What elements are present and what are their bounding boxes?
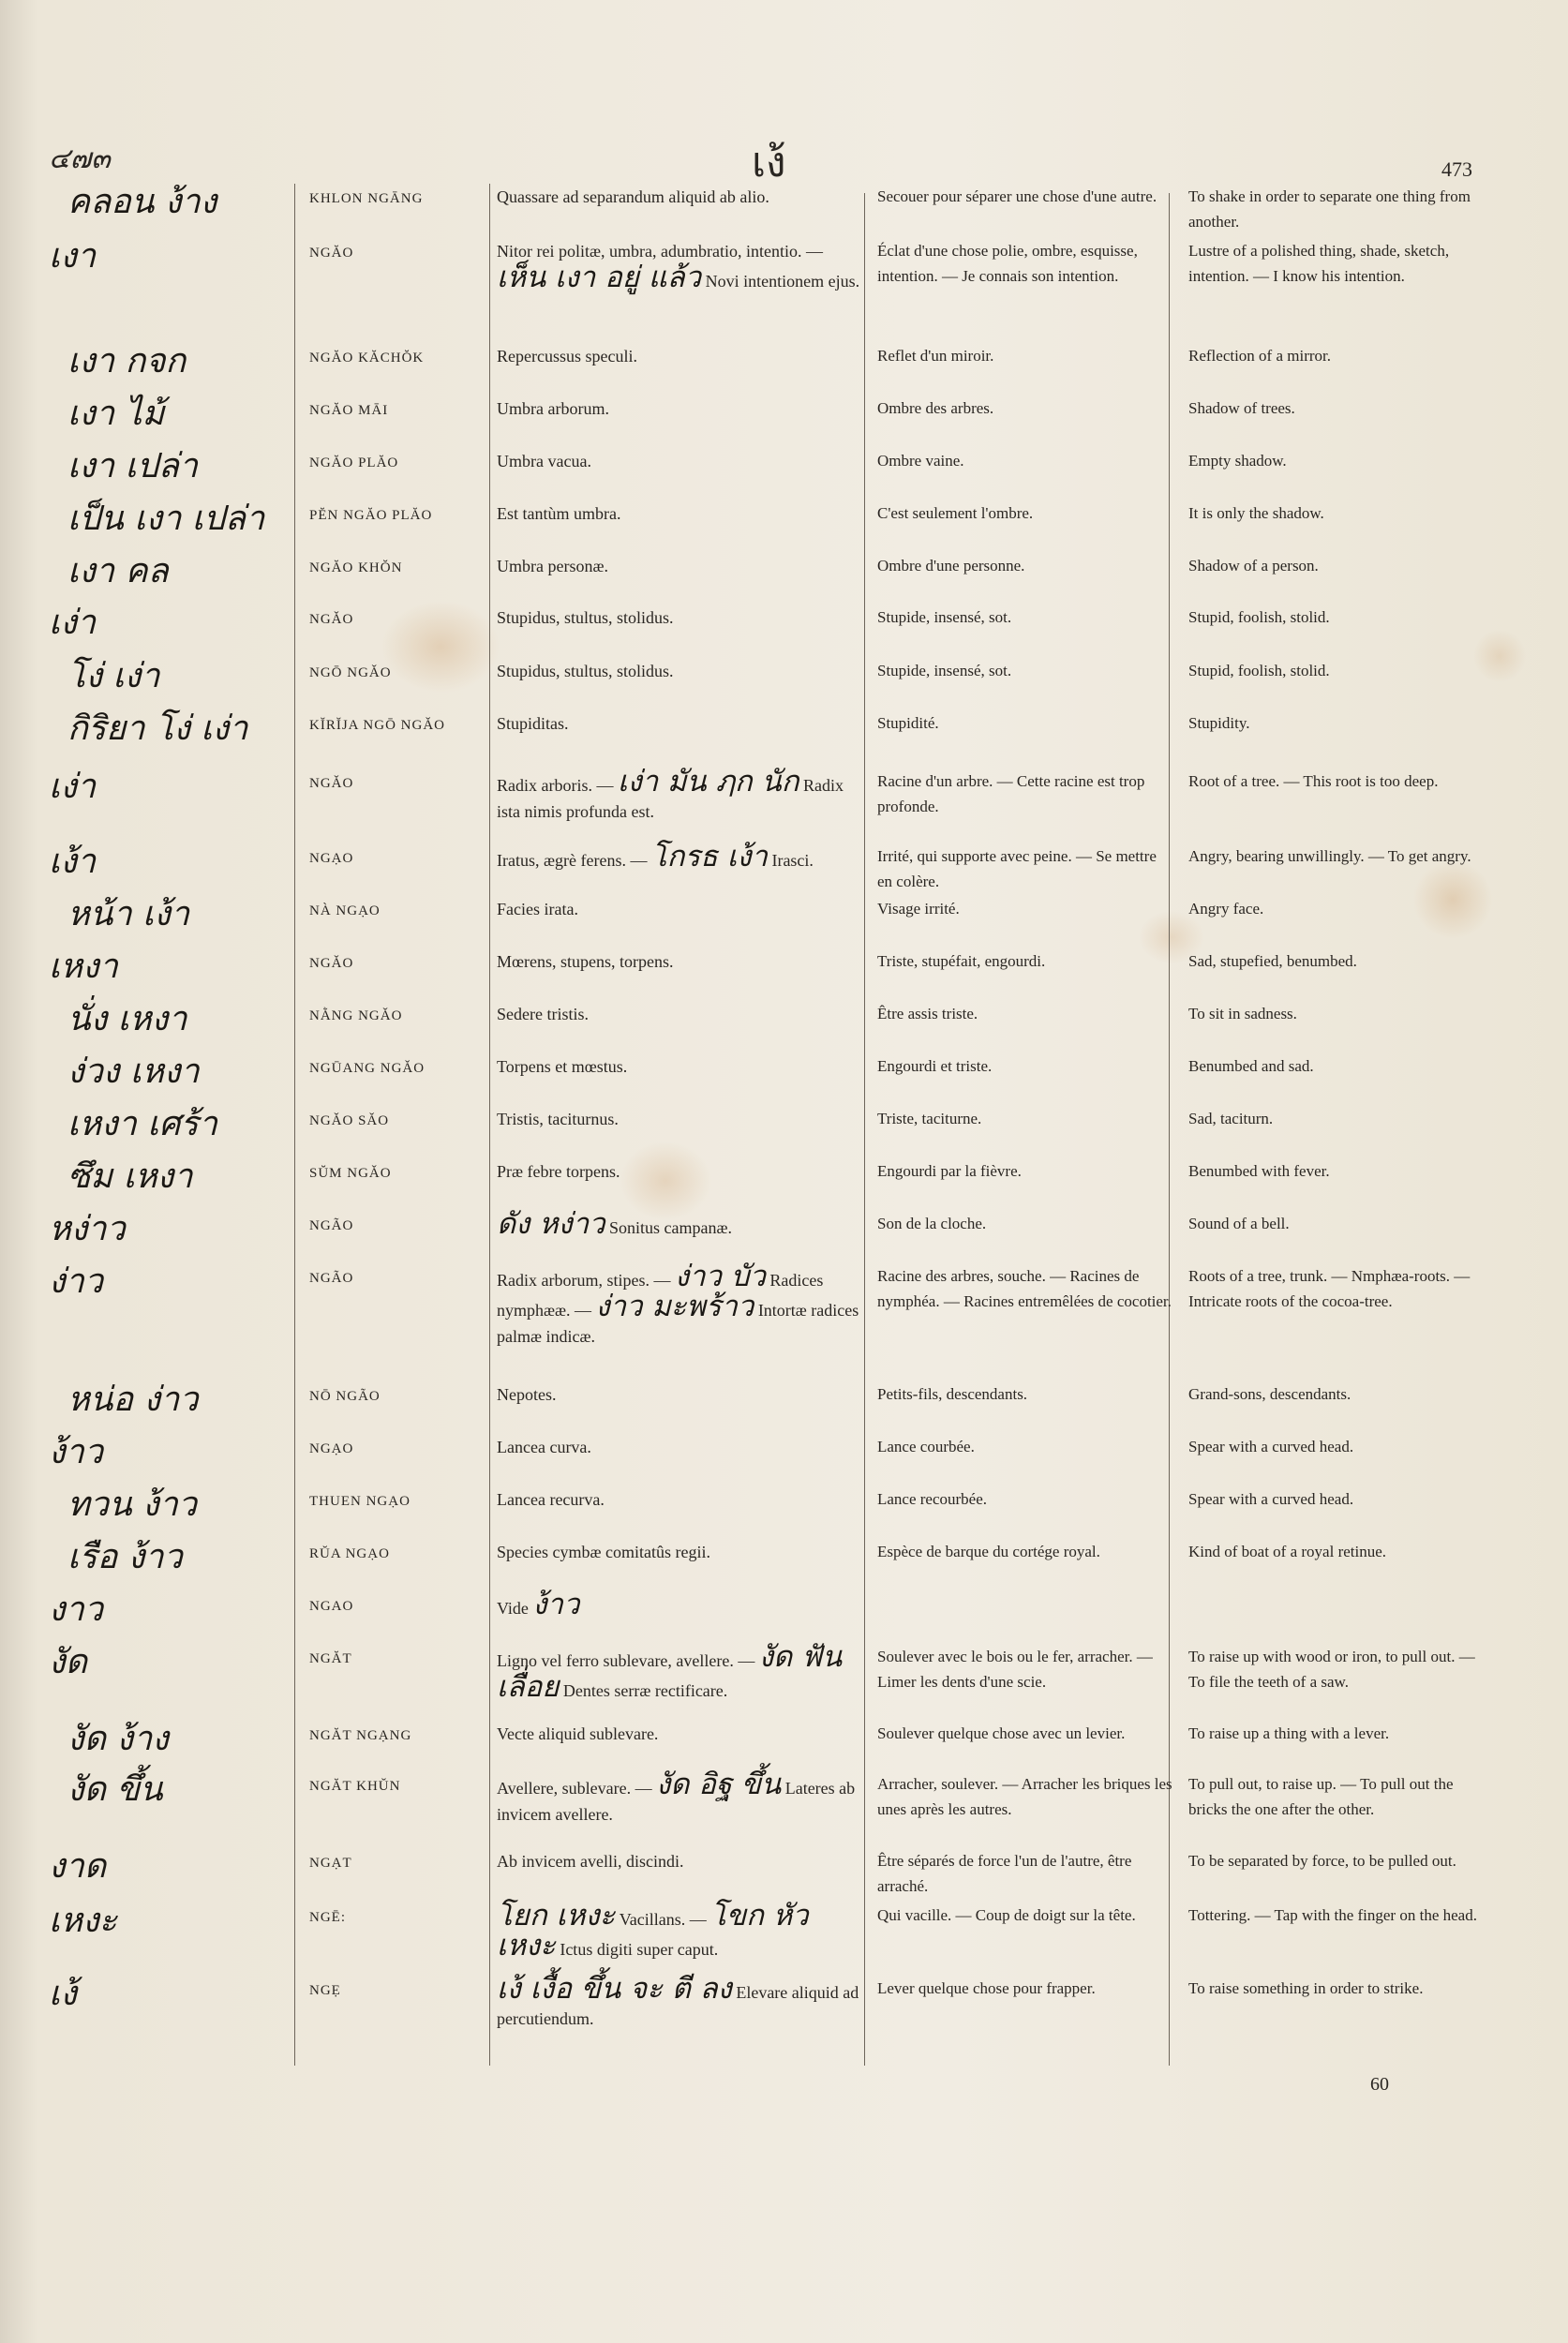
entry-romanization: NGÃO [309, 1271, 354, 1286]
entry-english: Tottering. — Tap with the finger on the head. [1188, 1906, 1477, 1924]
entry-english: It is only the shadow. [1188, 504, 1324, 522]
latin-text-segment: Iratus, ægrè ferens. — [497, 851, 651, 870]
entry-romanization: NÀ NGẠO [309, 903, 381, 918]
entry-romanization: NGĂO KĂCHŎK [309, 351, 425, 366]
entry-french: Engourdi par la fièvre. [877, 1162, 1022, 1180]
latin-text-segment: Ligno vel ferro sublevare, avellere. — [497, 1651, 759, 1670]
entry-latin [497, 238, 862, 294]
column-divider-2 [489, 184, 490, 2066]
entry-thai-headword: เรือ ง้าว [67, 1538, 183, 1576]
column-divider-3 [864, 193, 865, 2066]
entry-english: Sad, stupefied, benumbed. [1188, 952, 1357, 970]
entry-romanization: KĬRĬJA NGŌ NGǍO [309, 718, 445, 733]
entry-french: Être séparés de force l'un de l'autre, être arraché. [877, 1852, 1132, 1895]
latin-thai-example: ง่าว บัว [674, 1260, 766, 1293]
entry-romanization: NGẠO [309, 1441, 354, 1456]
entry-romanization: NGĂT KHŬN [309, 1779, 401, 1794]
entry-french: Triste, taciturne. [877, 1110, 982, 1127]
entry-latin: Tristis, taciturnus. [497, 1110, 619, 1128]
latin-thai-example: โยก เหงะ [497, 1899, 616, 1933]
entry-latin: Quassare ad separandum aliquid ab alio. [497, 187, 769, 206]
entry-thai-headword: เป็น เงา เปล่า [67, 500, 265, 538]
entry-french: Ombre vaine. [877, 452, 964, 470]
latin-thai-example: โขก หัว เหงะ [497, 1899, 809, 1962]
entry-latin: Stupiditas. [497, 714, 569, 733]
entry-latin: Sedere tristis. [497, 1005, 589, 1023]
entry-romanization: RŬA NGẠO [309, 1546, 390, 1561]
entry-latin: Vecte aliquid sublevare. [497, 1724, 659, 1743]
entry-romanization: NGǍO [309, 776, 354, 791]
entry-latin: Umbra arborum. [497, 399, 609, 418]
entry-french: Stupidité. [877, 714, 939, 732]
entry-latin: Lancea curva. [497, 1438, 591, 1456]
entry-french: Lance courbée. [877, 1438, 975, 1455]
entry-french: Être assis triste. [877, 1005, 978, 1022]
entry-english: To raise up a thing with a lever. [1188, 1724, 1390, 1742]
entry-romanization: NGǍO [309, 956, 354, 971]
entry-romanization: NŌ NGÃO [309, 1389, 381, 1404]
entry-english: Reflection of a mirror. [1188, 347, 1332, 365]
entry-thai-headword: เง่า [49, 604, 97, 642]
entry-french: Qui vacille. — Coup de doigt sur la tête. [877, 1906, 1136, 1924]
entry-french: Racine d'un arbre. — Cette racine est trop profonde. [877, 772, 1145, 815]
entry-english: To raise up with wood or iron, to pull out. — To file the teeth of a saw. [1188, 1648, 1475, 1691]
entry-thai-headword: งาว [49, 1590, 104, 1629]
entry-romanization: NGẸ [309, 1983, 341, 1998]
entry-french: Reflet d'un miroir. [877, 347, 994, 365]
latin-thai-example: ดัง หง่าว [497, 1207, 605, 1241]
entry-romanization: NGĒ: [309, 1910, 346, 1925]
entry-english: Empty shadow. [1188, 452, 1287, 470]
latin-text-segment: Novi intentionem ejus. [701, 272, 860, 291]
entry-thai-headword: งัด ขึ้น [67, 1770, 163, 1809]
entry-english: Shadow of a person. [1188, 557, 1319, 575]
entry-english: Roots of a tree, trunk. — Nmphæa-roots. — Intricate roots of the cocoa-tree. [1188, 1267, 1471, 1310]
entry-french: Arracher, soulever. — Arracher les briques les unes après les autres. [877, 1775, 1172, 1818]
latin-text-segment: Avellere, sublevare. — [497, 1779, 657, 1798]
latin-text-segment: Ictus digiti super caput. [555, 1940, 719, 1959]
entry-romanization: KHLON NGĀNG [309, 191, 424, 206]
guide-word: เง้ [752, 140, 786, 186]
entry-thai-headword: หน้า เง้า [67, 895, 190, 933]
entry-latin: Species cymbæ comitatûs regii. [497, 1543, 710, 1561]
entry-latin [497, 1588, 862, 1621]
entry-romanization: NẰNG NGǍO [309, 1008, 403, 1023]
entry-latin: Repercussus speculi. [497, 347, 637, 366]
entry-thai-headword: ง่วง เหงา [67, 1052, 200, 1091]
entry-french: Soulever quelque chose avec un levier. [877, 1724, 1126, 1742]
entry-latin: Umbra vacua. [497, 452, 591, 470]
entry-romanization: NGÃO [309, 1218, 354, 1233]
entry-romanization: NGǍO SǍO [309, 1113, 390, 1128]
entry-thai-headword: ง้าว [49, 1433, 104, 1471]
entry-english: Stupid, foolish, stolid. [1188, 662, 1330, 679]
latin-thai-example: เง่า มัน ฦก นัก [617, 765, 799, 798]
entry-latin: Ab invicem avelli, discindi. [497, 1852, 684, 1871]
entry-thai-headword: เง้ [49, 1975, 77, 2013]
entry-english: Grand-sons, descendants. [1188, 1385, 1351, 1403]
entry-french: Éclat d'une chose polie, ombre, esquisse, intention. — Je connais son intention. [877, 242, 1138, 285]
entry-thai-headword: เงา กจก [67, 342, 187, 381]
entry-romanization: NGĂT NGẠNG [309, 1728, 412, 1743]
entry-english: Kind of boat of a royal retinue. [1188, 1543, 1387, 1560]
latin-text-segment: Nitor rei politæ, umbra, adumbratio, intentio. — [497, 242, 823, 261]
entry-latin [497, 1260, 862, 1350]
entry-romanization: THUEN NGẠO [309, 1494, 411, 1509]
entry-french: Espèce de barque du cortége royal. [877, 1543, 1100, 1560]
latin-thai-example: โกรธ เง้า [650, 840, 768, 873]
entry-romanization: NGĂO KHŎN [309, 560, 403, 575]
entry-latin: Est tantùm umbra. [497, 504, 621, 523]
entry-thai-headword: คลอน ง้าง [67, 183, 217, 221]
entry-romanization: SŬM NGǍO [309, 1166, 392, 1181]
latin-thai-example: ง่าว มะพร้าว [595, 1290, 754, 1323]
entry-thai-headword: งัด ง้าง [67, 1720, 169, 1758]
entry-thai-headword: กิริยา โง่ เง่า [67, 709, 248, 748]
entry-latin [497, 840, 862, 873]
entry-english: Shadow of trees. [1188, 399, 1295, 417]
entry-thai-headword: เงา คล [67, 552, 169, 590]
entry-thai-headword: หน่อ ง่าว [67, 1380, 199, 1419]
latin-text-segment: Elevare aliquid ad percutiendum. [497, 1983, 859, 2028]
entry-thai-headword: ง่าว [49, 1262, 104, 1301]
entry-thai-headword: นั่ง เหงา [67, 1000, 187, 1038]
entry-english: Sad, taciturn. [1188, 1110, 1274, 1127]
entry-thai-headword: เงา เปล่า [67, 447, 198, 485]
latin-thai-example: เง้ เงื้อ ขึ้น จะ ตี ลง [497, 1972, 732, 2006]
entry-romanization: NGĂT [309, 1651, 352, 1666]
entry-romanization: PĔN NGĂO PLĂO [309, 508, 433, 523]
entry-french: Lance recourbée. [877, 1490, 988, 1508]
entry-french: Racine des arbres, souche. — Racines de nymphéa. — Racines entremêlées de cocotier. [877, 1267, 1172, 1310]
entry-english: Benumbed and sad. [1188, 1057, 1314, 1075]
signature-mark: 60 [1370, 2074, 1389, 2095]
entry-romanization: NGẠT [309, 1856, 352, 1871]
entry-thai-headword: เง่า [49, 768, 97, 806]
entry-english: To be separated by force, to be pulled out. [1188, 1852, 1456, 1870]
entry-english: Spear with a curved head. [1188, 1438, 1354, 1455]
entry-latin: Præ febre torpens. [497, 1162, 620, 1181]
entry-latin: Facies irata. [497, 900, 578, 918]
entry-latin: Lancea recurva. [497, 1490, 605, 1509]
entry-latin [497, 1768, 862, 1828]
entry-french: Visage irrité. [877, 900, 960, 918]
entry-thai-headword: เหงะ [49, 1902, 117, 1940]
entry-french: Stupide, insensé, sot. [877, 662, 1012, 679]
entry-english: Lustre of a polished thing, shade, sketch, intention. — I know his intention. [1188, 242, 1450, 285]
entry-latin: Stupidus, stultus, stolidus. [497, 608, 674, 627]
latin-thai-example: เห็น เงา อยู่ แล้ว [497, 261, 702, 294]
page-number: 473 [1441, 157, 1472, 181]
entry-english: To sit in sadness. [1188, 1005, 1297, 1022]
latin-text-segment: Vide [497, 1599, 533, 1618]
entry-thai-headword: งาด [49, 1847, 107, 1886]
entry-french: C'est seulement l'ombre. [877, 504, 1034, 522]
entry-thai-headword: ทวน ง้าว [67, 1485, 198, 1524]
entry-english: To raise something in order to strike. [1188, 1979, 1424, 1997]
entry-thai-headword: เหงา [49, 948, 118, 986]
entry-latin: Nepotes. [497, 1385, 557, 1404]
latin-text-segment: Intortæ radices palmæ indicæ. [497, 1301, 859, 1346]
latin-text-segment: Radix ista nimis profunda est. [497, 776, 844, 821]
entry-french: Ombre d'une personne. [877, 557, 1025, 575]
entry-thai-headword: ซึม เหงา [67, 1157, 193, 1196]
latin-text-segment: Irasci. [767, 851, 814, 870]
entry-latin [497, 1972, 862, 2032]
entry-english: Benumbed with fever. [1188, 1162, 1330, 1180]
entry-french: Triste, stupéfait, engourdi. [877, 952, 1046, 970]
entry-latin: Umbra personæ. [497, 557, 608, 575]
entry-latin: Mœrens, stupens, torpens. [497, 952, 674, 971]
entry-french: Stupide, insensé, sot. [877, 608, 1012, 626]
entry-english: Stupidity. [1188, 714, 1250, 732]
entry-thai-headword: เหงา เศร้า [67, 1105, 217, 1143]
entry-french: Secouer pour séparer une chose d'une autre. [877, 187, 1157, 205]
latin-text-segment: Sonitus campanæ. [605, 1218, 733, 1237]
entry-romanization: NGǍO [309, 612, 354, 627]
entry-french: Soulever avec le bois ou le fer, arracher. — Limer les dents d'une scie. [877, 1648, 1153, 1691]
latin-text-segment: Dentes serræ rectificare. [559, 1681, 728, 1700]
latin-text-segment: Radix arborum, stipes. — [497, 1271, 675, 1290]
entry-latin [497, 765, 862, 825]
entry-latin: Stupidus, stultus, stolidus. [497, 662, 674, 680]
latin-text-segment: Vacillans. — [615, 1910, 711, 1929]
entry-thai-headword: หง่าว [49, 1210, 126, 1248]
entry-french: Engourdi et triste. [877, 1057, 993, 1075]
latin-thai-example: งัด ฟัน เลื่อย [497, 1640, 843, 1704]
entry-english: To shake in order to separate one thing from another. [1188, 187, 1471, 231]
entry-thai-headword: งัด [49, 1643, 87, 1681]
entry-english: Root of a tree. — This root is too deep. [1188, 772, 1439, 790]
entry-thai-headword: เง้า [49, 843, 97, 881]
entry-french: Lever quelque chose pour frapper. [877, 1979, 1096, 1997]
entry-english: To pull out, to raise up. — To pull out the bricks the one after the other. [1188, 1775, 1454, 1818]
entry-romanization: NGĂO PLĂO [309, 455, 399, 470]
latin-text-segment: Lateres ab invicem avellere. [497, 1779, 856, 1824]
entry-romanization: NGŌ NGǍO [309, 665, 392, 680]
entry-english: Sound of a bell. [1188, 1215, 1290, 1232]
entry-romanization: NGŪANG NGǍO [309, 1061, 426, 1076]
entry-english: Spear with a curved head. [1188, 1490, 1354, 1508]
latin-thai-example: ง้าว [532, 1588, 580, 1621]
entry-latin [497, 1207, 862, 1241]
entry-english: Angry, bearing unwillingly. — To get angry. [1188, 847, 1471, 865]
latin-thai-example: งัด อิฐ ขึ้น [656, 1768, 782, 1801]
entry-english: Stupid, foolish, stolid. [1188, 608, 1330, 626]
entry-french: Irrité, qui supporte avec peine. — Se mettre en colère. [877, 847, 1157, 890]
entry-romanization: NGẠO [309, 851, 354, 866]
entry-thai-headword: เงา [49, 237, 97, 276]
entry-romanization: NGAO [309, 1599, 354, 1614]
entry-latin [497, 1899, 862, 1962]
entry-romanization: NGĂO MĀI [309, 403, 389, 418]
entry-french: Petits-fils, descendants. [877, 1385, 1028, 1403]
entry-latin: Torpens et mœstus. [497, 1057, 628, 1076]
entry-french: Son de la cloche. [877, 1215, 987, 1232]
entry-french: Ombre des arbres. [877, 399, 994, 417]
entry-romanization: NGĂO [309, 246, 354, 261]
page-thai-numeral: ๔๗๓ [49, 143, 111, 174]
entry-thai-headword: เงา ไม้ [67, 395, 165, 433]
latin-text-segment: Radix arboris. — [497, 776, 618, 795]
entry-english: Angry face. [1188, 900, 1264, 918]
entry-thai-headword: โง่ เง่า [67, 657, 160, 695]
latin-text-segment: Radices nymphææ. — [497, 1271, 824, 1320]
entry-latin [497, 1640, 862, 1704]
